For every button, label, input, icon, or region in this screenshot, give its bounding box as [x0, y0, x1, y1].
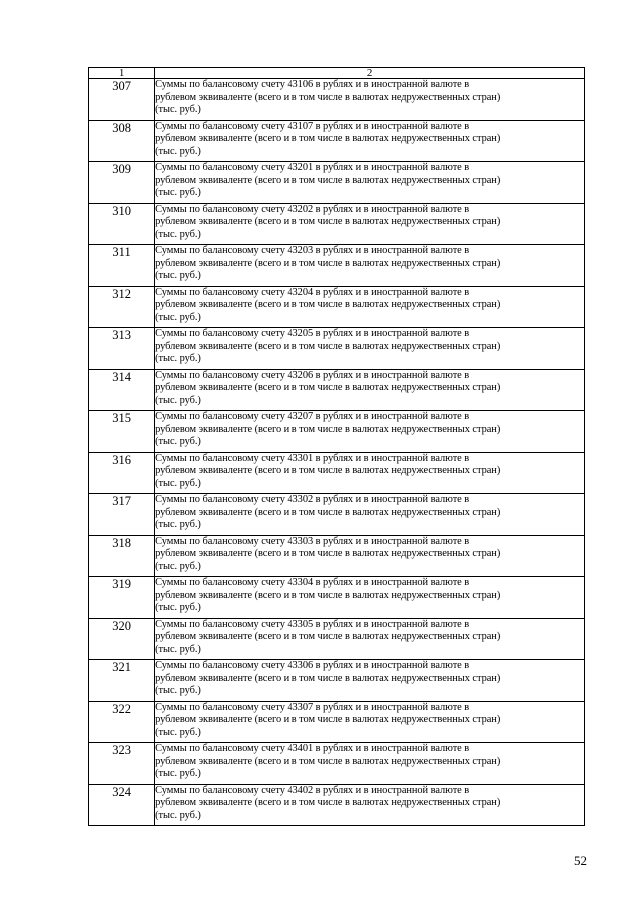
row-number: 318	[89, 535, 155, 577]
row-description: Суммы по балансовому счету 43302 в рублях и в иностранной валюте в рублевом эквиваленте (всего и в том числе в валютах недружественных стран) (тыс. руб.)	[155, 494, 585, 536]
table-row	[89, 494, 585, 536]
table-row	[89, 535, 585, 577]
row-number: 313	[89, 328, 155, 370]
row-description: Суммы по балансовому счету 43306 в рублях и в иностранной валюте в рублевом эквиваленте (всего и в том числе в валютах недружественных стран) (тыс. руб.)	[155, 660, 585, 702]
row-description: Суммы по балансовому счету 43207 в рублях и в иностранной валюте в рублевом эквиваленте (всего и в том числе в валютах недружественных стран) (тыс. руб.)	[155, 411, 585, 453]
row-number: 312	[89, 286, 155, 328]
row-number: 316	[89, 452, 155, 494]
row-number: 309	[89, 162, 155, 204]
row-description: Суммы по балансовому счету 43201 в рублях и в иностранной валюте в рублевом эквиваленте (всего и в том числе в валютах недружественных стран) (тыс. руб.)	[155, 162, 585, 204]
table-row	[89, 618, 585, 660]
table-row	[89, 369, 585, 411]
row-number: 320	[89, 618, 155, 660]
table-row	[89, 784, 585, 826]
row-description: Суммы по балансовому счету 43202 в рублях и в иностранной валюте в рублевом эквиваленте (всего и в том числе в валютах недружественных стран) (тыс. руб.)	[155, 203, 585, 245]
table-row	[89, 328, 585, 370]
table-row	[89, 120, 585, 162]
column-header-number: 1	[89, 68, 155, 79]
row-description: Суммы по балансовому счету 43304 в рублях и в иностранной валюте в рублевом эквиваленте (всего и в том числе в валютах недружественных стран) (тыс. руб.)	[155, 577, 585, 619]
accounts-table	[88, 67, 585, 826]
row-description: Суммы по балансовому счету 43307 в рублях и в иностранной валюте в рублевом эквиваленте (всего и в том числе в валютах недружественных стран) (тыс. руб.)	[155, 701, 585, 743]
row-number: 310	[89, 203, 155, 245]
column-header-description: 2	[155, 68, 585, 79]
row-number: 324	[89, 784, 155, 826]
row-description: Суммы по балансовому счету 43402 в рублях и в иностранной валюте в рублевом эквиваленте (всего и в том числе в валютах недружественных стран) (тыс. руб.)	[155, 784, 585, 826]
row-number: 321	[89, 660, 155, 702]
row-description: Суммы по балансовому счету 43106 в рублях и в иностранной валюте в рублевом эквиваленте (всего и в том числе в валютах недружественных стран) (тыс. руб.)	[155, 79, 585, 121]
row-number: 315	[89, 411, 155, 453]
row-description: Суммы по балансовому счету 43305 в рублях и в иностранной валюте в рублевом эквиваленте (всего и в том числе в валютах недружественных стран) (тыс. руб.)	[155, 618, 585, 660]
table-row	[89, 701, 585, 743]
row-number: 311	[89, 245, 155, 287]
row-number: 323	[89, 743, 155, 785]
row-number: 319	[89, 577, 155, 619]
table-row	[89, 286, 585, 328]
row-number: 317	[89, 494, 155, 536]
row-number: 314	[89, 369, 155, 411]
row-number: 307	[89, 79, 155, 121]
table-row	[89, 452, 585, 494]
row-description: Суммы по балансовому счету 43303 в рублях и в иностранной валюте в рублевом эквиваленте (всего и в том числе в валютах недружественных стран) (тыс. руб.)	[155, 535, 585, 577]
row-description: Суммы по балансовому счету 43206 в рублях и в иностранной валюте в рублевом эквиваленте (всего и в том числе в валютах недружественных стран) (тыс. руб.)	[155, 369, 585, 411]
table-row	[89, 411, 585, 453]
row-description: Суммы по балансовому счету 43301 в рублях и в иностранной валюте в рублевом эквиваленте (всего и в том числе в валютах недружественных стран) (тыс. руб.)	[155, 452, 585, 494]
table-row	[89, 203, 585, 245]
table-header-row	[89, 68, 585, 79]
row-description: Суммы по балансовому счету 43205 в рублях и в иностранной валюте в рублевом эквиваленте (всего и в том числе в валютах недружественных стран) (тыс. руб.)	[155, 328, 585, 370]
row-description: Суммы по балансовому счету 43107 в рублях и в иностранной валюте в рублевом эквиваленте (всего и в том числе в валютах недружественных стран) (тыс. руб.)	[155, 120, 585, 162]
table-row	[89, 660, 585, 702]
row-number: 308	[89, 120, 155, 162]
row-description: Суммы по балансовому счету 43203 в рублях и в иностранной валюте в рублевом эквиваленте (всего и в том числе в валютах недружественных стран) (тыс. руб.)	[155, 245, 585, 287]
row-description: Суммы по балансовому счету 43204 в рублях и в иностранной валюте в рублевом эквиваленте (всего и в том числе в валютах недружественных стран) (тыс. руб.)	[155, 286, 585, 328]
table-row	[89, 245, 585, 287]
table-row	[89, 743, 585, 785]
table-row	[89, 162, 585, 204]
table-body	[89, 79, 585, 826]
row-description: Суммы по балансовому счету 43401 в рублях и в иностранной валюте в рублевом эквиваленте (всего и в том числе в валютах недружественных стран) (тыс. руб.)	[155, 743, 585, 785]
table-row	[89, 79, 585, 121]
row-number: 322	[89, 701, 155, 743]
table-row	[89, 577, 585, 619]
page-number: 52	[574, 853, 587, 868]
